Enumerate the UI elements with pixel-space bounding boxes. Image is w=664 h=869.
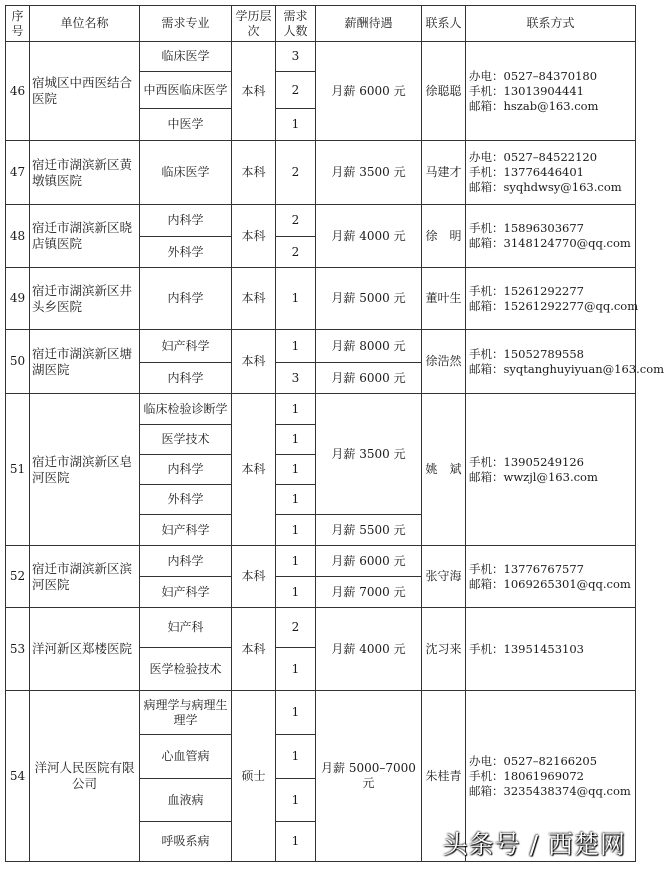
seq-cell: 47	[6, 141, 30, 205]
contact-cell	[466, 141, 636, 205]
seq-cell: 50	[6, 330, 30, 394]
degree-cell: 硕士	[232, 691, 276, 862]
seq-cell: 54	[6, 691, 30, 862]
major-cell: 临床检验诊断学	[140, 394, 232, 425]
major-cell: 医学技术	[140, 425, 232, 455]
contact-line: 邮箱：hszab@163.com	[469, 98, 599, 113]
major-cell: 外科学	[140, 485, 232, 515]
unit-cell: 宿迁市湖滨新区滨河医院	[30, 546, 140, 608]
count-cell: 3	[276, 363, 316, 394]
contact-line: 邮箱：syqhdwsy@163.com	[469, 180, 622, 194]
count-cell: 1	[276, 515, 316, 546]
contact-line: 邮箱：3235438374@qq.com	[469, 783, 631, 798]
header-degree: 学历层次	[232, 6, 276, 42]
watermark: 头条号 / 西楚网	[442, 830, 626, 859]
table-row	[6, 608, 636, 648]
contact-cell	[466, 546, 636, 608]
contact-line: 邮箱：wwzjl@163.com	[469, 469, 598, 484]
contact-line: 邮箱：15261292277@qq.com	[469, 298, 639, 313]
contact-cell	[466, 394, 636, 546]
unit-cell: 宿迁市湖滨新区塘湖医院	[30, 330, 140, 394]
count-cell: 2	[276, 237, 316, 268]
person-cell: 朱桂青	[422, 691, 466, 862]
count-cell: 1	[276, 648, 316, 691]
count-cell: 1	[276, 485, 316, 515]
seq-cell: 53	[6, 608, 30, 691]
header-unit: 单位名称	[30, 6, 140, 42]
seq-cell: 51	[6, 394, 30, 546]
major-cell: 内科学	[140, 205, 232, 237]
seq-cell: 52	[6, 546, 30, 608]
degree-cell: 本科	[232, 394, 276, 546]
salary-cell: 月薪 6000 元	[316, 546, 422, 577]
major-cell: 外科学	[140, 237, 232, 268]
header-major: 需求专业	[140, 6, 232, 42]
count-cell: 3	[276, 42, 316, 72]
contact-line: 办电：0527–84522120	[469, 150, 598, 164]
major-cell: 病理学与病理生理学	[140, 691, 232, 735]
unit-cell: 宿迁市湖滨新区黄墩镇医院	[30, 141, 140, 205]
contact-line: 办电：0527–82166205	[469, 753, 598, 768]
contact-line: 手机：15052789558	[469, 346, 584, 361]
seq-cell: 48	[6, 205, 30, 268]
person-cell: 沈习来	[422, 608, 466, 691]
count-cell: 1	[276, 268, 316, 330]
salary-cell: 月薪 5000–7000 元	[316, 691, 422, 862]
header-count: 需求人数	[276, 6, 316, 42]
table-row	[6, 268, 636, 330]
count-cell: 1	[276, 394, 316, 425]
degree-cell: 本科	[232, 546, 276, 608]
salary-cell: 月薪 6000 元	[316, 363, 422, 394]
person-cell: 姚 斌	[422, 394, 466, 546]
salary-cell: 月薪 4000 元	[316, 205, 422, 268]
person-cell: 张守海	[422, 546, 466, 608]
unit-cell: 宿城区中西医结合医院	[30, 42, 140, 141]
major-cell: 呼吸系病	[140, 822, 232, 862]
recruitment-table	[5, 5, 664, 862]
major-cell: 内科学	[140, 546, 232, 577]
header-seq: 序号	[6, 6, 30, 42]
degree-cell: 本科	[232, 205, 276, 268]
count-cell: 1	[276, 779, 316, 822]
count-cell: 1	[276, 425, 316, 455]
contact-cell	[466, 42, 636, 141]
contact-line: 手机：15261292277	[469, 283, 584, 298]
contact-line: 手机：13951453103	[469, 641, 584, 656]
contact-cell	[466, 330, 664, 394]
count-cell: 2	[276, 608, 316, 648]
degree-cell: 本科	[232, 42, 276, 141]
salary-cell: 月薪 7000 元	[316, 577, 422, 608]
contact-line: 手机：13776446401	[469, 165, 584, 179]
major-cell: 中医学	[140, 109, 232, 141]
count-cell: 1	[276, 109, 316, 141]
degree-cell: 本科	[232, 141, 276, 205]
count-cell: 1	[276, 691, 316, 735]
table-row	[6, 691, 636, 735]
contact-line: 手机：18061969072	[469, 768, 584, 783]
person-cell: 徐聪聪	[422, 42, 466, 141]
header-salary: 薪酬待遇	[316, 6, 422, 42]
person-cell: 董叶生	[422, 268, 466, 330]
degree-cell: 本科	[232, 330, 276, 394]
major-cell: 妇产科	[140, 608, 232, 648]
table-row	[6, 394, 636, 425]
person-cell: 徐 明	[422, 205, 466, 268]
contact-line: 邮箱：syqtanghuyiyuan@163.com	[469, 361, 664, 376]
salary-cell: 月薪 6000 元	[316, 42, 422, 141]
major-cell: 医学检验技术	[140, 648, 232, 691]
header-contact-person: 联系人	[422, 6, 466, 42]
salary-cell: 月薪 3500 元	[316, 141, 422, 205]
table-row	[6, 546, 636, 577]
count-cell: 1	[276, 577, 316, 608]
major-cell: 临床医学	[140, 42, 232, 72]
contact-line: 手机：15896303677	[469, 221, 584, 235]
contact-line: 手机：13776767577	[469, 561, 584, 576]
major-cell: 中西医临床医学	[140, 72, 232, 109]
salary-cell: 月薪 5000 元	[316, 268, 422, 330]
count-cell: 2	[276, 141, 316, 205]
contact-cell	[466, 268, 639, 330]
person-cell: 徐浩然	[422, 330, 466, 394]
table-row	[6, 141, 636, 205]
contact-line: 手机：13905249126	[469, 454, 584, 469]
salary-cell: 月薪 4000 元	[316, 608, 422, 691]
major-cell: 临床医学	[140, 141, 232, 205]
seq-cell: 49	[6, 268, 30, 330]
table-row	[6, 205, 636, 237]
major-cell: 妇产科学	[140, 515, 232, 546]
seq-cell: 46	[6, 42, 30, 141]
contact-cell	[466, 608, 636, 691]
header-row	[6, 6, 636, 42]
count-cell: 1	[276, 735, 316, 779]
major-cell: 血液病	[140, 779, 232, 822]
contact-line: 办电：0527–84370180	[469, 68, 598, 83]
degree-cell: 本科	[232, 268, 276, 330]
contact-line: 邮箱：1069265301@qq.com	[469, 576, 631, 591]
count-cell: 1	[276, 455, 316, 485]
unit-cell: 洋河人民医院有限公司	[30, 691, 140, 862]
contact-line: 邮箱：3148124770@qq.com	[469, 236, 631, 250]
table-row	[6, 42, 636, 72]
unit-cell: 宿迁市湖滨新区井头乡医院	[30, 268, 140, 330]
count-cell: 1	[276, 330, 316, 363]
salary-cell: 月薪 5500 元	[316, 515, 422, 546]
unit-cell: 洋河新区郑楼医院	[30, 608, 140, 691]
major-cell: 妇产科学	[140, 330, 232, 363]
count-cell: 2	[276, 72, 316, 109]
major-cell: 妇产科学	[140, 577, 232, 608]
salary-cell: 月薪 3500 元	[316, 394, 422, 515]
unit-cell: 宿迁市湖滨新区晓店镇医院	[30, 205, 140, 268]
contact-line: 手机：13013904441	[469, 83, 584, 98]
contact-cell	[466, 205, 636, 268]
salary-cell: 月薪 8000 元	[316, 330, 422, 363]
major-cell: 内科学	[140, 363, 232, 394]
count-cell: 1	[276, 546, 316, 577]
header-contact: 联系方式	[466, 6, 636, 42]
count-cell: 2	[276, 205, 316, 237]
major-cell: 内科学	[140, 455, 232, 485]
degree-cell: 本科	[232, 608, 276, 691]
major-cell: 心血管病	[140, 735, 232, 779]
count-cell: 1	[276, 822, 316, 862]
unit-cell: 宿迁市湖滨新区皂河医院	[30, 394, 140, 546]
person-cell: 马建才	[422, 141, 466, 205]
major-cell: 内科学	[140, 268, 232, 330]
table-row	[6, 330, 636, 363]
